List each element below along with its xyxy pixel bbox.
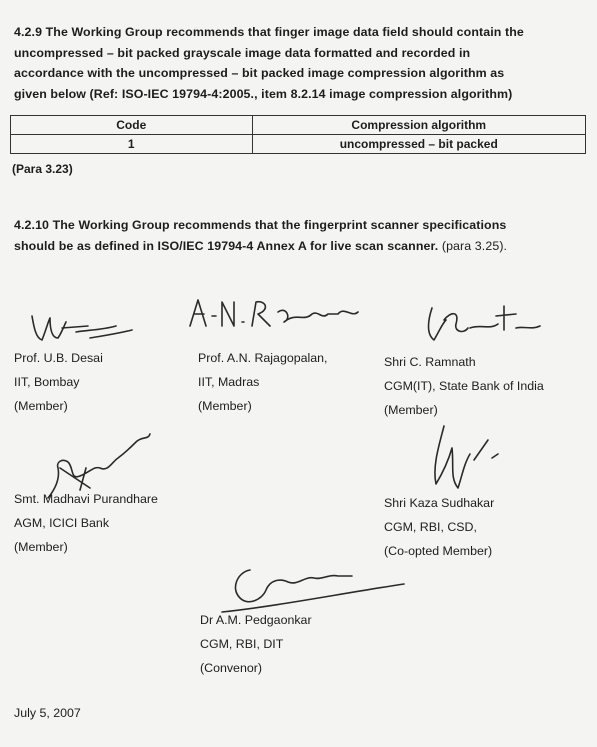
member-organization: IIT, Bombay bbox=[14, 375, 80, 389]
table-cell-algorithm: uncompressed – bit packed bbox=[252, 135, 586, 154]
para-line: uncompressed – bit packed grayscale image data formatted and recorded in bbox=[14, 45, 471, 60]
member-role: (Member) bbox=[14, 399, 68, 413]
member-name: Smt. Madhavi Purandhare bbox=[14, 492, 158, 506]
signature-rajagopalan bbox=[186, 292, 366, 332]
signature-sudhakar bbox=[418, 418, 508, 498]
para-reference: (Para 3.23) bbox=[12, 162, 73, 176]
para-line: accordance with the uncompressed – bit packed image compression algorithm as bbox=[14, 66, 505, 80]
signature-ramnath bbox=[420, 300, 550, 348]
member-organization: CGM, RBI, CSD, bbox=[384, 520, 477, 534]
signature-desai bbox=[28, 308, 138, 350]
para-line-reference: (para 3.25). bbox=[438, 238, 508, 253]
member-organization: IIT, Madras bbox=[198, 375, 260, 389]
paragraph-4-2-10 bbox=[14, 215, 586, 256]
para-line bbox=[14, 236, 586, 257]
member-sudhakar bbox=[384, 491, 494, 563]
para-line: 4.2.9 The Working Group recommends that finger image data field should contain the bbox=[14, 25, 524, 39]
para-line: given below (Ref: ISO-IEC 19794-4:2005., item 8.2.14 image compression algorithm) bbox=[14, 86, 513, 101]
table-header-row bbox=[11, 116, 586, 135]
member-organization: AGM, ICICI Bank bbox=[14, 516, 110, 530]
member-role: (Co-opted Member) bbox=[384, 544, 493, 558]
document-date: July 5, 2007 bbox=[14, 706, 81, 720]
member-role: (Convenor) bbox=[200, 661, 262, 675]
para-line-bold: should be as defined in ISO/IEC 19794-4 Annex A for live scan scanner. bbox=[14, 238, 439, 253]
member-name: Prof. U.B. Desai bbox=[14, 351, 103, 365]
member-role: (Member) bbox=[14, 540, 68, 554]
member-role: (Member) bbox=[384, 403, 438, 417]
member-organization: CGM, RBI, DIT bbox=[200, 637, 284, 651]
member-ramnath bbox=[384, 350, 544, 422]
member-name: Dr A.M. Pedgaonkar bbox=[200, 613, 312, 627]
member-name: Shri C. Ramnath bbox=[384, 355, 476, 369]
table-cell-code: 1 bbox=[11, 135, 253, 154]
member-organization: CGM(IT), State Bank of India bbox=[384, 379, 544, 393]
table-header-code: Code bbox=[11, 116, 253, 135]
member-name: Shri Kaza Sudhakar bbox=[384, 496, 495, 510]
paragraph-4-2-9 bbox=[14, 22, 586, 104]
member-name: Prof. A.N. Rajagopalan, bbox=[198, 351, 328, 365]
member-rajagopalan bbox=[198, 346, 328, 418]
member-pedgaonkar bbox=[200, 608, 312, 680]
para-line: 4.2.10 The Working Group recommends that the fingerprint scanner specifications bbox=[14, 218, 507, 232]
table-header-algorithm: Compression algorithm bbox=[252, 116, 586, 135]
member-purandhare bbox=[14, 487, 158, 559]
table-row bbox=[11, 135, 586, 154]
member-role: (Member) bbox=[198, 399, 252, 413]
compression-table bbox=[10, 115, 586, 154]
member-desai bbox=[14, 346, 103, 418]
